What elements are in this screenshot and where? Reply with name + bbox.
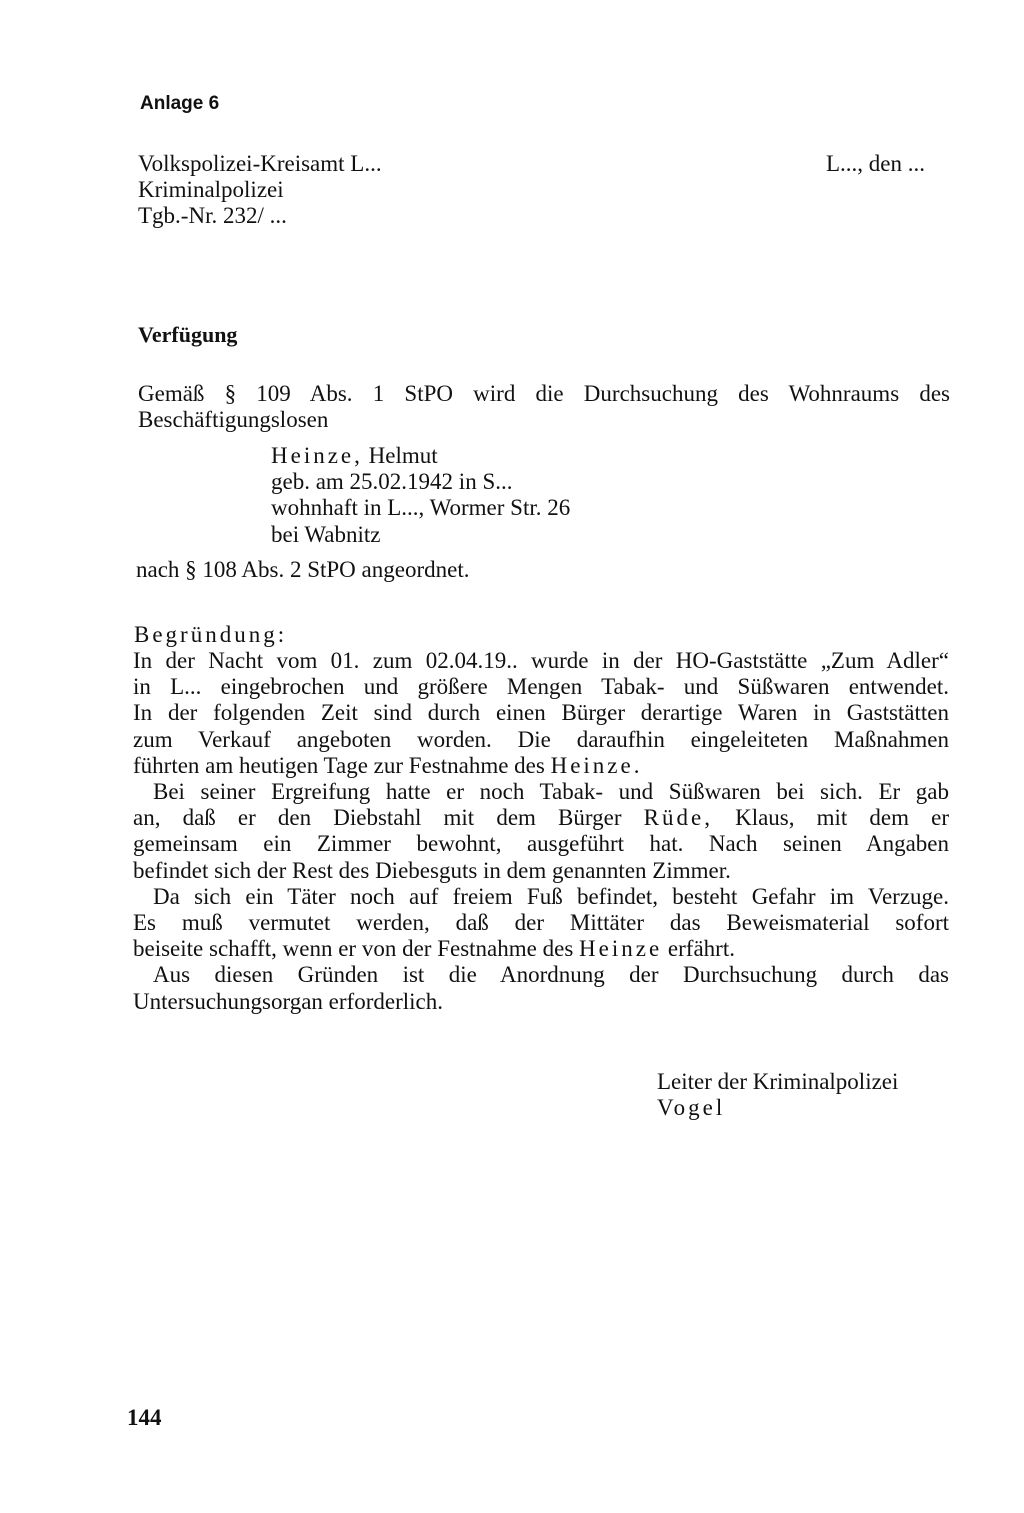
person-birth: geb. am 25.02.1942 in S... — [271, 469, 513, 495]
reasoning-line: zum Verkauf angeboten worden. Die daraufhin eingeleiteten Maßnahmen — [133, 726, 949, 752]
office-department: Kriminalpolizei — [138, 177, 284, 203]
person-surname: Heinze, — [271, 443, 363, 468]
order-intro-line: Beschäftigungslosen — [138, 407, 329, 433]
office-block — [138, 151, 382, 230]
reasoning-text-fragment: Klaus, mit dem er — [735, 805, 950, 831]
reasoning-line: Aus diesen Gründen ist die Anordnung der Durchsuchung durch das — [153, 962, 949, 988]
reasoning-text — [133, 648, 949, 1015]
reasoning-line: befindet sich der Rest des Diebesguts in dem genannten Zimmer. — [133, 857, 731, 883]
person-name-line — [271, 443, 570, 469]
place-date: L..., den ... — [826, 151, 926, 176]
order-intro — [138, 381, 950, 433]
order-outro: nach § 108 Abs. 2 StPO angeordnet. — [136, 557, 470, 582]
reasoning-line: in L... eingebrochen und größere Mengen Tabak- und Süßwaren entwendet. — [133, 674, 949, 700]
reasoning-line — [133, 936, 949, 962]
reasoning-text-fragment: führten am heutigen Tage zur Festnahme des — [133, 752, 545, 778]
suspect-name: Heinze — [579, 936, 663, 962]
document-title: Verfügung — [138, 322, 238, 347]
reasoning-line: gemeinsam ein Zimmer bewohnt, ausgeführt hat. Nach seinen Angaben — [133, 831, 949, 857]
reasoning-line: Da sich ein Täter noch auf freiem Fuß befindet, besteht Gefahr im Verzuge. — [153, 883, 949, 909]
reasoning-line: In der folgenden Zeit sind durch einen Bürger derartige Waren in Gaststätten — [133, 700, 949, 726]
reasoning-text-fragment: beiseite schafft, wenn er von der Festnahme des — [133, 936, 574, 962]
annex-label: Anlage 6 — [140, 93, 220, 114]
reasoning-line: Es muß vermutet werden, daß der Mittäter das Beweismaterial sofort — [133, 910, 949, 936]
person-block — [271, 443, 570, 548]
reasoning-line: Untersuchungsorgan erforderlich. — [133, 988, 443, 1014]
page-number: 144 — [127, 1405, 162, 1430]
person-lodging: bei Wabnitz — [271, 521, 381, 547]
person-firstname: Helmut — [368, 443, 438, 468]
reasoning-line: In der Nacht vom 01. zum 02.04.19.. wurde in der HO-Gaststätte „Zum Adler“ — [133, 648, 949, 673]
signature-name: Vogel — [657, 1095, 726, 1121]
reasoning-label: Begründung: — [134, 622, 288, 647]
journal-number: Tgb.-Nr. 232/ ... — [138, 203, 287, 229]
accomplice-name: Rüde, — [643, 805, 713, 831]
person-address: wohnhaft in L..., Wormer Str. 26 — [271, 495, 571, 521]
signature-block — [657, 1069, 898, 1121]
suspect-name: Heinze. — [550, 752, 643, 778]
order-intro-line: Gemäß § 109 Abs. 1 StPO wird die Durchsuchung des Wohnraums des — [138, 381, 950, 406]
reasoning-line: Bei seiner Ergreifung hatte er noch Tabak- und Süßwaren bei sich. Er gab — [153, 779, 949, 805]
reasoning-text-fragment: erfährt. — [667, 936, 735, 962]
office-name: Volkspolizei-Kreisamt L... — [138, 151, 382, 176]
reasoning-text-fragment: an, daß er den Diebstahl mit dem Bürger — [133, 805, 622, 831]
reasoning-line — [133, 753, 949, 779]
signature-title: Leiter der Kriminalpolizei — [657, 1069, 899, 1094]
reasoning-line — [133, 805, 949, 831]
